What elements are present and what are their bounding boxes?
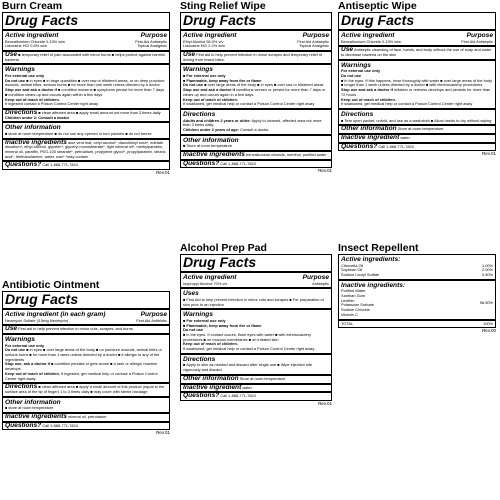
other-information-section: Other information ■ Store at room temperature (181, 136, 331, 152)
drug-facts-heading: Drug Facts (181, 13, 331, 31)
use-section: Use ■ temporary relief of pain associated with minor burns ■ helps protect against harmful bacteria (3, 52, 169, 65)
revision-label: Rev.01 (482, 151, 496, 157)
drug-facts-heading: Drug Facts (339, 13, 495, 31)
use-section: Use First aid to help prevent infection in minor cuts, scrapes, and burns. (3, 326, 169, 335)
warnings-section: Warnings ■ For external use only ■ Flammable, keep away from fire or flame Do not use ■ over large areas of the body ■ in eyes ■ over raw or blistered areas Stop use and ask a doctor if conditions worsen or persist for more than 7 days or clears up and occurs again in a few days. Keep out of reach of children. If swallowed, get medical help or contact a Poison Control Center right away (181, 65, 331, 110)
antibiotic-drug-facts (2, 291, 170, 430)
antibiotic-ointment-title: Antibiotic Ointment (2, 279, 100, 291)
total-section: TOTAL 100% (341, 320, 493, 326)
warnings-section: Warnings For external use only Do not use ■ in the eyes. If this happens, rinse thoroughly with water ■ over large areas of the body ■ longer than 1 week unless directed by a doctor ■ with electrocautery procedures Stop use and ask a doctor if irritation or redness develops and persists for more than 72 hours Keep out of reach of children. If swallowed, get medical help or contact a Poison Control Center right away (339, 61, 495, 110)
inactive-ingredients-section: Inactive ingredients aloe vera leaf, cetyl alcohol*, diazolidinyl urea*, edetate disodium*, ethyl alcohol, glycerin*, glyceryl monostearate*, light mineral oil*, methylparaben, mineral oil, paraffin, PEG-100 stearate*, petrolatum, propylene glycol*, propylparaben, stearic acid*, triethanolamine, water, wax* *may contain (3, 140, 169, 163)
active-ingredient-section: Active ingredient Purpose Benzalkonium Chloride 0.13% w/w First Aid Antiseptic (339, 31, 495, 47)
sting-relief-title: Sting Relief Wipe (180, 0, 266, 12)
directions-section: Directions ■ Tear open packet, unfold, and use as a washcloth ■ Allow hands to dry without wiping (339, 110, 495, 126)
revision-label: Rev.01 (318, 168, 332, 174)
inactive-ingredients-section: Inactive ingredients mineral oil, petrolatum (3, 414, 169, 423)
directions-section: Directions Adults and children 2 years or older: Apply to cleaned, affected area not more than 3 times daily. Children under 2 years of age: Consult a doctor. (181, 110, 331, 136)
questions-section: Questions? Call 1-888-771-7824 (5, 161, 78, 169)
alcohol-prep-title: Alcohol Prep Pad (180, 242, 267, 254)
questions-section: Questions? Call 1-888-771-7824 (341, 142, 414, 150)
other-information-section: Other information ■ store at room temperature (3, 398, 169, 414)
warnings-section: Warnings For external use only Do not use ■ in eyes ■ in large quantities ■ over raw or blistered areas, or on deep puncture wounds, animal bites, serious burns ■ for more than one week unless directed by a doctor Stop use and ask a doctor if ■ condition worsens ■ symptoms persist for more than 7 days ■ condition clears up and occurs again within a few days Keep out of reach of children. If ingested contact a Poison Control Center right away. (3, 65, 169, 110)
drug-facts-heading: Drug Facts (181, 255, 331, 273)
other-information-section: Other information ■ store at room temperature ■ do not use any opened or torn packets ■ do not freeze (3, 123, 169, 139)
inactive-ingredient-section: Inactive ingredient water (339, 135, 495, 144)
inactive-ingredients-section: Inactive ingredients benzalkonium chloride, menthol, purified water (181, 152, 331, 161)
insect-repellent-facts (338, 254, 496, 328)
active-ingredient-section: Active ingredient Purpose Benzalkonium Chloride 0.13% w/w First Aid Antiseptic Lidocaine HCl 0.5% w/w Topical Analgesic (3, 31, 169, 52)
antiseptic-wipe-panel (338, 0, 496, 157)
other-information-section: Other information Store at room temperature (339, 126, 495, 135)
active-ingredient-section: Active ingredient Purpose Ethyl Alcohol 56.0% v/v First Aid Antiseptic Lidocaine HCl 2.2% w/w Topical Analgesic (181, 31, 331, 52)
drug-facts-heading: Drug Facts (3, 13, 169, 31)
insect-repellent-title: Insect Repellent (338, 242, 419, 254)
uses-section: Uses ■ First Aid to help prevent infection in minor cuts and scrapes ■ For preparation of skin prior to an injection (181, 289, 331, 310)
burn-cream-panel (2, 0, 170, 176)
insect-repellent-panel (338, 242, 496, 334)
use-section: Use Antiseptic cleansing of face, hands, and body without the use of soap and water to decrease bacteria on the skin (339, 47, 495, 60)
revision-label: Rev.01 (318, 400, 332, 406)
revision-label: Rev.01 (156, 170, 170, 176)
drug-facts-heading: Drug Facts (3, 292, 169, 310)
antiseptic-drug-facts (338, 12, 496, 151)
warnings-section: Warnings ■ For external use only ■ Flammable, keep away from fire or flame Do not use ■ in the eyes. If contact occurs, flush eyes with water ■ with electrocautery procedures ■ on mucous membranes ■ on irritated skin Keep out of reach of children. If swallowed, get medical help or contact a Poison Control Center right away (181, 310, 331, 355)
inactive-ingredient-section: Inactive ingredient water (181, 385, 331, 394)
use-section: Use First aid to help prevent infection in minor scrapes and temporary relief of itching from insect bites. (181, 52, 331, 65)
directions-section: Directions ■ clean affected area ■ apply small amount not more than 3 times daily Children under 2: Consult a doctor (3, 110, 169, 123)
active-ingredient-section: Active ingredient Purpose Isopropyl Alcohol 70% v/v Antiseptic (181, 273, 331, 289)
other-information-section: Other information Store at room temperature (181, 376, 331, 385)
burn-cream-title: Burn Cream (2, 0, 63, 12)
antiseptic-wipe-title: Antiseptic Wipe (338, 0, 417, 12)
inactive-ingredients-section: Inactive ingredients: Purified Water Xanthan Gum Lecithin Potassium Sorbate Sodium Chloride Vitamin C 96.50% (339, 281, 495, 321)
directions-section: Directions ■ Apply to skin as needed and discard after single use ■ Wipe injection site vigorously and discard (181, 355, 331, 376)
active-ingredient-section: Active ingredient (in each gram) Purpose Neomycin Sulfate (3.5mg Neomycin) First Aid Antibiotic (3, 310, 169, 326)
warnings-section: Warnings For external use only Do not use ■ in eyes ■ over large areas of the body ■ on puncture wounds, animal bites or serious burns ■ for more than 1 week unless directed by a doctor ■ if allergic to any of the ingredients Stop use, ask a doctor if ■ condition persists or gets worse ■ a rash or allergic reaction develops Keep out of reach of children. If ingested, get medical help or contact a Poison Control Center right away. (3, 335, 169, 384)
directions-section: Directions ■ clean affected area ■ apply a small amount of this product (equal to the surface area of the tip of finger) 1 to 3 times daily ■ may cover with sterile bandage (3, 384, 169, 397)
sting-relief-drug-facts (180, 12, 332, 168)
questions-section: Questions? Call 1-888-771-7824 (183, 159, 256, 167)
alcohol-prep-drug-facts (180, 254, 332, 401)
questions-section: Questions? Call 1-888-771-7824 (5, 421, 78, 429)
alcohol-prep-panel (180, 242, 332, 407)
revision-label: Rev.00 (482, 328, 496, 334)
antibiotic-ointment-panel (2, 279, 170, 436)
active-ingredients-section: Active ingredients: Citronella Oil 1.00% Soybean Oil 2.00% Sodium Lauryl Sulfate 0.50% (339, 255, 495, 281)
questions-section: Questions? Call 1-888-771-7824 (183, 392, 256, 400)
burn-cream-drug-facts (2, 12, 170, 170)
revision-label: Rev.01 (156, 430, 170, 436)
sting-relief-panel (180, 0, 332, 174)
